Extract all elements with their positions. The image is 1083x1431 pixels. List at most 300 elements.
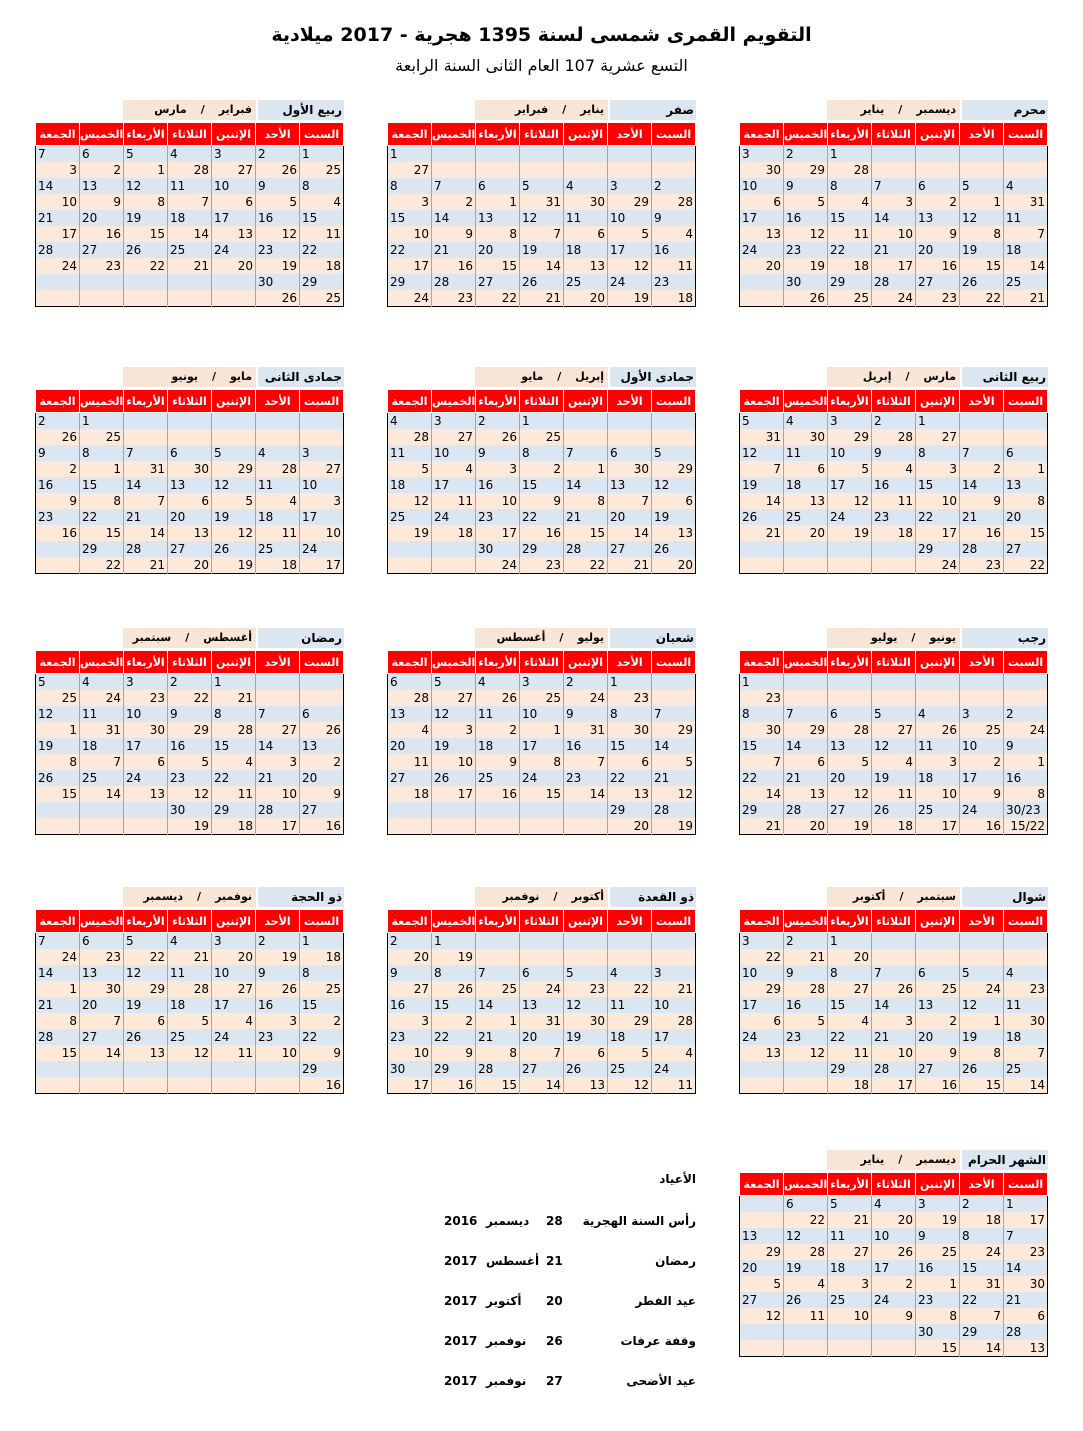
gregorian-day: 19 — [608, 290, 652, 307]
hijri-days-row — [740, 413, 1048, 430]
gregorian-day: 17 — [916, 525, 960, 541]
gregorian-day: 13 — [212, 226, 256, 242]
gregorian-day: 28 — [784, 1244, 828, 1260]
holiday-year: 2017 — [444, 1254, 478, 1268]
holiday-name: وقفة عرفات — [620, 1334, 696, 1348]
gregorian-day — [916, 690, 960, 706]
hijri-day: 18 — [476, 738, 520, 754]
hijri-day: 19 — [872, 770, 916, 786]
gregorian-day: 12 — [168, 786, 212, 802]
hijri-day — [916, 674, 960, 691]
hijri-day: 6 — [1004, 445, 1048, 461]
holiday-row — [440, 1374, 700, 1390]
weekday-label: السبت — [652, 651, 696, 674]
month-block — [739, 367, 1048, 574]
hijri-day: 15 — [740, 738, 784, 754]
hijri-day: 1 — [300, 146, 344, 163]
hijri-day: 1 — [828, 146, 872, 163]
hijri-day: 4 — [1004, 178, 1048, 194]
weekday-label: الخميس — [784, 910, 828, 933]
gregorian-days-row — [740, 1276, 1048, 1292]
gregorian-days-row — [740, 1244, 1048, 1260]
hijri-days-row — [388, 674, 696, 691]
holiday-day: 20 — [546, 1294, 563, 1308]
gregorian-day: 22 — [124, 258, 168, 274]
hijri-day: 16 — [1004, 770, 1048, 786]
gregorian-day — [740, 1077, 784, 1094]
hijri-day: 28 — [432, 274, 476, 290]
gregorian-day: 20 — [608, 818, 652, 835]
gregorian-day: 27 — [388, 162, 432, 178]
gregorian-day — [520, 162, 564, 178]
gregorian-day: 29 — [608, 1013, 652, 1029]
gregorian-day: 1 — [1004, 461, 1048, 477]
weekday-label: الجمعة — [36, 123, 80, 146]
weekday-label: الإثنين — [212, 123, 256, 146]
hijri-day: 28 — [476, 1061, 520, 1077]
month-header — [387, 100, 696, 122]
hijri-day: 12 — [36, 706, 80, 722]
hijri-day: 5 — [872, 706, 916, 722]
gregorian-days-row — [388, 557, 696, 574]
gregorian-day: 14 — [80, 1045, 124, 1061]
hijri-day: 14 — [1004, 1260, 1048, 1276]
hijri-day — [124, 413, 168, 430]
hijri-day: 13 — [80, 178, 124, 194]
weekday-label: الإثنين — [916, 910, 960, 933]
hijri-day: 26 — [652, 541, 696, 557]
gregorian-day: 15 — [1004, 525, 1048, 541]
hijri-days-row — [740, 1196, 1048, 1213]
gregorian-day: 5 — [828, 461, 872, 477]
hijri-day: 5 — [36, 674, 80, 691]
hijri-day — [36, 274, 80, 290]
gregorian-day — [256, 690, 300, 706]
hijri-day: 7 — [36, 933, 80, 950]
page-title: التقويم القمرى شمسى لسنة 1395 هجرية - 2017 ميلادية — [271, 24, 812, 46]
gregorian-day: 11 — [872, 786, 916, 802]
gregorian-day: 4 — [828, 1013, 872, 1029]
hijri-day: 11 — [608, 997, 652, 1013]
gregorian-day: 4 — [872, 461, 916, 477]
hijri-day: 22 — [828, 242, 872, 258]
hijri-day: 21 — [36, 210, 80, 226]
gregorian-day: 26 — [476, 690, 520, 706]
hijri-day: 28 — [36, 1029, 80, 1045]
hijri-day: 21 — [256, 770, 300, 786]
hijri-day: 26 — [960, 1061, 1004, 1077]
hijri-days-row — [740, 1061, 1048, 1077]
gregorian-day: 29 — [784, 722, 828, 738]
gregorian-day: 24 — [476, 557, 520, 574]
hijri-days-row — [388, 445, 696, 461]
gregorian-day — [212, 429, 256, 445]
gregorian-day: 13 — [124, 1045, 168, 1061]
hijri-day: 4 — [476, 674, 520, 691]
hijri-day: 21 — [960, 509, 1004, 525]
weekday-label: الإثنين — [916, 390, 960, 413]
hijri-day — [212, 1061, 256, 1077]
hijri-day — [124, 1061, 168, 1077]
gregorian-days-row — [740, 290, 1048, 307]
hijri-day: 5 — [432, 674, 476, 691]
hijri-day: 21 — [432, 242, 476, 258]
hijri-day — [168, 274, 212, 290]
hijri-day: 3 — [740, 146, 784, 163]
gregorian-day: 18 — [212, 818, 256, 835]
hijri-day: 16 — [784, 997, 828, 1013]
gregorian-day: 7 — [80, 1013, 124, 1029]
holiday-name: عيد الفطر — [635, 1294, 696, 1308]
hijri-day: 13 — [520, 997, 564, 1013]
hijri-day: 16 — [36, 477, 80, 493]
hijri-day: 18 — [1004, 242, 1048, 258]
hijri-day: 5 — [652, 445, 696, 461]
hijri-day: 8 — [828, 965, 872, 981]
hijri-day: 2 — [872, 413, 916, 430]
hijri-month-name: جمادى الثانى — [258, 367, 344, 387]
hijri-days-row — [740, 178, 1048, 194]
hijri-days-row — [388, 802, 696, 818]
hijri-day: 23 — [476, 509, 520, 525]
gregorian-day — [36, 818, 80, 835]
weekday-label: الإثنين — [564, 390, 608, 413]
hijri-day: 9 — [916, 1228, 960, 1244]
weekday-label: الثلاثاء — [520, 651, 564, 674]
gregorian-days-row — [36, 786, 344, 802]
gregorian-day: 31 — [80, 722, 124, 738]
gregorian-day: 26 — [432, 981, 476, 997]
weekday-label: الأربعاء — [828, 910, 872, 933]
hijri-day: 20 — [916, 242, 960, 258]
hijri-day: 18 — [564, 242, 608, 258]
hijri-days-row — [388, 738, 696, 754]
holiday-year: 2017 — [444, 1294, 478, 1308]
hijri-day: 10 — [300, 477, 344, 493]
hijri-days-row — [36, 997, 344, 1013]
gregorian-day: 5 — [784, 194, 828, 210]
gregorian-day: 26 — [872, 981, 916, 997]
gregorian-day: 19 — [916, 1212, 960, 1228]
hijri-day — [80, 1061, 124, 1077]
gregorian-day — [740, 290, 784, 307]
hijri-day: 9 — [36, 445, 80, 461]
gregorian-day: 6 — [564, 1045, 608, 1061]
gregorian-day — [828, 1340, 872, 1357]
gregorian-days-row — [388, 226, 696, 242]
gregorian-days-row — [36, 1045, 344, 1061]
hijri-day: 9 — [256, 965, 300, 981]
hijri-day: 24 — [300, 541, 344, 557]
gregorian-day: 22 — [608, 981, 652, 997]
gregorian-day: 2 — [476, 722, 520, 738]
gregorian-day: 27 — [212, 981, 256, 997]
gregorian-day: 30 — [564, 1013, 608, 1029]
hijri-day: 11 — [168, 178, 212, 194]
hijri-day: 8 — [960, 1228, 1004, 1244]
gregorian-day: 3 — [388, 1013, 432, 1029]
hijri-day: 10 — [740, 178, 784, 194]
hijri-day: 10 — [124, 706, 168, 722]
hijri-days-row — [740, 706, 1048, 722]
hijri-day: 8 — [388, 178, 432, 194]
hijri-day: 2 — [36, 413, 80, 430]
month-header — [739, 1150, 1048, 1172]
hijri-day: 8 — [828, 178, 872, 194]
hijri-day: 4 — [388, 413, 432, 430]
gregorian-day: 24 — [520, 981, 564, 997]
hijri-day — [784, 541, 828, 557]
weekday-label: الأحد — [608, 910, 652, 933]
weekday-label: الجمعة — [740, 910, 784, 933]
hijri-day: 11 — [1004, 997, 1048, 1013]
weekday-header-row — [740, 651, 1048, 674]
gregorian-day: 11 — [828, 226, 872, 242]
gregorian-day: 18 — [828, 1077, 872, 1094]
hijri-day: 10 — [608, 210, 652, 226]
separator: / — [562, 103, 567, 116]
gregorian-day: 15 — [36, 786, 80, 802]
gregorian-day: 5 — [740, 1276, 784, 1292]
gregorian-day — [652, 429, 696, 445]
gregorian-days-row — [36, 525, 344, 541]
hijri-day — [740, 1324, 784, 1340]
gregorian-months — [123, 367, 256, 387]
hijri-day: 7 — [256, 706, 300, 722]
hijri-days-row — [740, 770, 1048, 786]
gregorian-days-row — [740, 525, 1048, 541]
weekday-label: السبت — [300, 651, 344, 674]
gregorian-day: 4 — [784, 1276, 828, 1292]
hijri-days-row — [36, 178, 344, 194]
hijri-day: 8 — [520, 445, 564, 461]
month-block — [387, 628, 696, 835]
gregorian-day: 28 — [784, 981, 828, 997]
hijri-day: 18 — [1004, 1029, 1048, 1045]
hijri-day: 8 — [300, 965, 344, 981]
gregorian-day — [124, 1077, 168, 1094]
gregorian-day: 8 — [476, 1045, 520, 1061]
gregorian-day: 31 — [740, 429, 784, 445]
gregorian-day: 7 — [168, 194, 212, 210]
gregorian-months — [827, 1150, 960, 1170]
hijri-day: 4 — [916, 706, 960, 722]
hijri-day: 20 — [1004, 509, 1048, 525]
gregorian-day: 15 — [520, 786, 564, 802]
gregorian-day: 2 — [872, 1276, 916, 1292]
hijri-day: 12 — [124, 965, 168, 981]
hijri-day — [564, 413, 608, 430]
gregorian-day: 4 — [212, 754, 256, 770]
gregorian-day: 4 — [388, 722, 432, 738]
gregorian-day: 3 — [828, 1276, 872, 1292]
gregorian-day: 14 — [564, 786, 608, 802]
gregorian-day: 18 — [256, 557, 300, 574]
gregorian-month-2: يوليو — [870, 631, 898, 644]
gregorian-days-row — [36, 690, 344, 706]
weekday-header-row — [740, 123, 1048, 146]
gregorian-day: 15 — [916, 1340, 960, 1357]
weekday-label: السبت — [652, 910, 696, 933]
hijri-days-row — [36, 477, 344, 493]
hijri-day: 11 — [80, 706, 124, 722]
hijri-day: 12 — [784, 1228, 828, 1244]
gregorian-month-2: إبريل — [862, 370, 892, 383]
gregorian-day: 28 — [168, 981, 212, 997]
weekday-label: الثلاثاء — [872, 390, 916, 413]
gregorian-day — [80, 818, 124, 835]
gregorian-days-row — [36, 722, 344, 738]
hijri-day — [300, 413, 344, 430]
weekday-header-row — [36, 910, 344, 933]
hijri-day: 7 — [432, 178, 476, 194]
gregorian-day: 19 — [256, 258, 300, 274]
hijri-day: 8 — [740, 706, 784, 722]
gregorian-month-1: يونيو — [929, 631, 956, 644]
hijri-day — [212, 274, 256, 290]
weekday-label: الأحد — [960, 390, 1004, 413]
gregorian-months — [123, 887, 256, 907]
hijri-day — [300, 674, 344, 691]
hijri-day: 13 — [916, 997, 960, 1013]
gregorian-day — [124, 429, 168, 445]
gregorian-days-row — [388, 1013, 696, 1029]
weekday-label: الخميس — [784, 1173, 828, 1196]
hijri-day: 18 — [168, 997, 212, 1013]
gregorian-days-row — [36, 194, 344, 210]
gregorian-day: 28 — [388, 690, 432, 706]
gregorian-days-row — [740, 818, 1048, 835]
hijri-day — [564, 933, 608, 950]
hijri-day: 26 — [124, 1029, 168, 1045]
hijri-day: 17 — [608, 242, 652, 258]
gregorian-days-row — [740, 754, 1048, 770]
hijri-day: 22 — [212, 770, 256, 786]
hijri-day: 15 — [432, 997, 476, 1013]
hijri-day: 5 — [564, 965, 608, 981]
gregorian-day: 21 — [608, 557, 652, 574]
holiday-day: 21 — [546, 1254, 563, 1268]
hijri-day — [608, 146, 652, 163]
weekday-label: الأربعاء — [124, 910, 168, 933]
hijri-day: 16 — [256, 997, 300, 1013]
weekday-label: السبت — [300, 123, 344, 146]
hijri-day: 16 — [388, 997, 432, 1013]
hijri-day: 12 — [872, 738, 916, 754]
gregorian-day: 3 — [36, 162, 80, 178]
gregorian-days-row — [740, 461, 1048, 477]
gregorian-day: 27 — [872, 722, 916, 738]
gregorian-day: 24 — [1004, 722, 1048, 738]
hijri-day: 19 — [960, 1029, 1004, 1045]
gregorian-day: 23 — [960, 557, 1004, 574]
gregorian-days-row — [388, 949, 696, 965]
hijri-days-row — [36, 1029, 344, 1045]
gregorian-day: 16 — [520, 525, 564, 541]
hijri-day: 28 — [1004, 1324, 1048, 1340]
gregorian-day: 16 — [432, 258, 476, 274]
gregorian-day: 15 — [960, 258, 1004, 274]
hijri-day: 3 — [828, 413, 872, 430]
hijri-day: 19 — [520, 242, 564, 258]
hijri-day: 3 — [652, 965, 696, 981]
gregorian-day: 20 — [564, 290, 608, 307]
weekday-label: الثلاثاء — [168, 910, 212, 933]
hijri-day: 22 — [828, 1029, 872, 1045]
hijri-day: 29 — [740, 802, 784, 818]
hijri-day: 21 — [124, 509, 168, 525]
gregorian-day: 10 — [916, 493, 960, 509]
gregorian-day: 13 — [124, 786, 168, 802]
weekday-label: الخميس — [432, 123, 476, 146]
hijri-day: 5 — [828, 1196, 872, 1213]
hijri-day — [608, 413, 652, 430]
hijri-day: 19 — [784, 1260, 828, 1276]
gregorian-day: 25 — [828, 290, 872, 307]
separator: / — [899, 890, 904, 903]
gregorian-day: 10 — [872, 1045, 916, 1061]
gregorian-day — [740, 557, 784, 574]
gregorian-day: 14 — [80, 786, 124, 802]
gregorian-days-row — [388, 818, 696, 835]
gregorian-month-1: أغسطس — [203, 631, 252, 644]
hijri-day: 3 — [916, 1196, 960, 1213]
gregorian-day: 1 — [960, 194, 1004, 210]
hijri-day — [960, 933, 1004, 950]
gregorian-day: 14 — [520, 1077, 564, 1094]
gregorian-day: 25 — [300, 290, 344, 307]
hijri-day — [80, 802, 124, 818]
gregorian-day: 30 — [784, 429, 828, 445]
gregorian-day: 20 — [168, 557, 212, 574]
hijri-days-row — [740, 477, 1048, 493]
hijri-day — [36, 1061, 80, 1077]
gregorian-day: 2 — [432, 1013, 476, 1029]
gregorian-month-2: ديسمبر — [143, 890, 184, 903]
hijri-day: 21 — [652, 770, 696, 786]
hijri-day: 29 — [608, 802, 652, 818]
weekday-header-row — [740, 910, 1048, 933]
weekday-label: الخميس — [432, 651, 476, 674]
hijri-day: 30/23 — [1004, 802, 1048, 818]
weekday-label: الخميس — [80, 123, 124, 146]
hijri-day: 16 — [168, 738, 212, 754]
month-table — [387, 122, 696, 307]
gregorian-day: 7 — [564, 754, 608, 770]
gregorian-day — [432, 162, 476, 178]
gregorian-day: 7 — [608, 493, 652, 509]
gregorian-day: 7 — [740, 754, 784, 770]
hijri-day: 18 — [828, 1260, 872, 1276]
hijri-day: 6 — [300, 706, 344, 722]
gregorian-day: 30 — [608, 722, 652, 738]
weekday-label: الجمعة — [740, 123, 784, 146]
gregorian-day: 3 — [916, 754, 960, 770]
hijri-day: 19 — [124, 997, 168, 1013]
hijri-day: 10 — [872, 1228, 916, 1244]
gregorian-day: 11 — [212, 786, 256, 802]
hijri-day: 6 — [80, 146, 124, 163]
gregorian-day: 29 — [652, 722, 696, 738]
hijri-day: 8 — [432, 965, 476, 981]
hijri-day: 28 — [784, 802, 828, 818]
hijri-day: 25 — [80, 770, 124, 786]
gregorian-day: 28 — [168, 162, 212, 178]
gregorian-day: 3 — [872, 1013, 916, 1029]
hijri-day: 7 — [124, 445, 168, 461]
gregorian-day: 14 — [1004, 258, 1048, 274]
gregorian-day: 30 — [608, 461, 652, 477]
